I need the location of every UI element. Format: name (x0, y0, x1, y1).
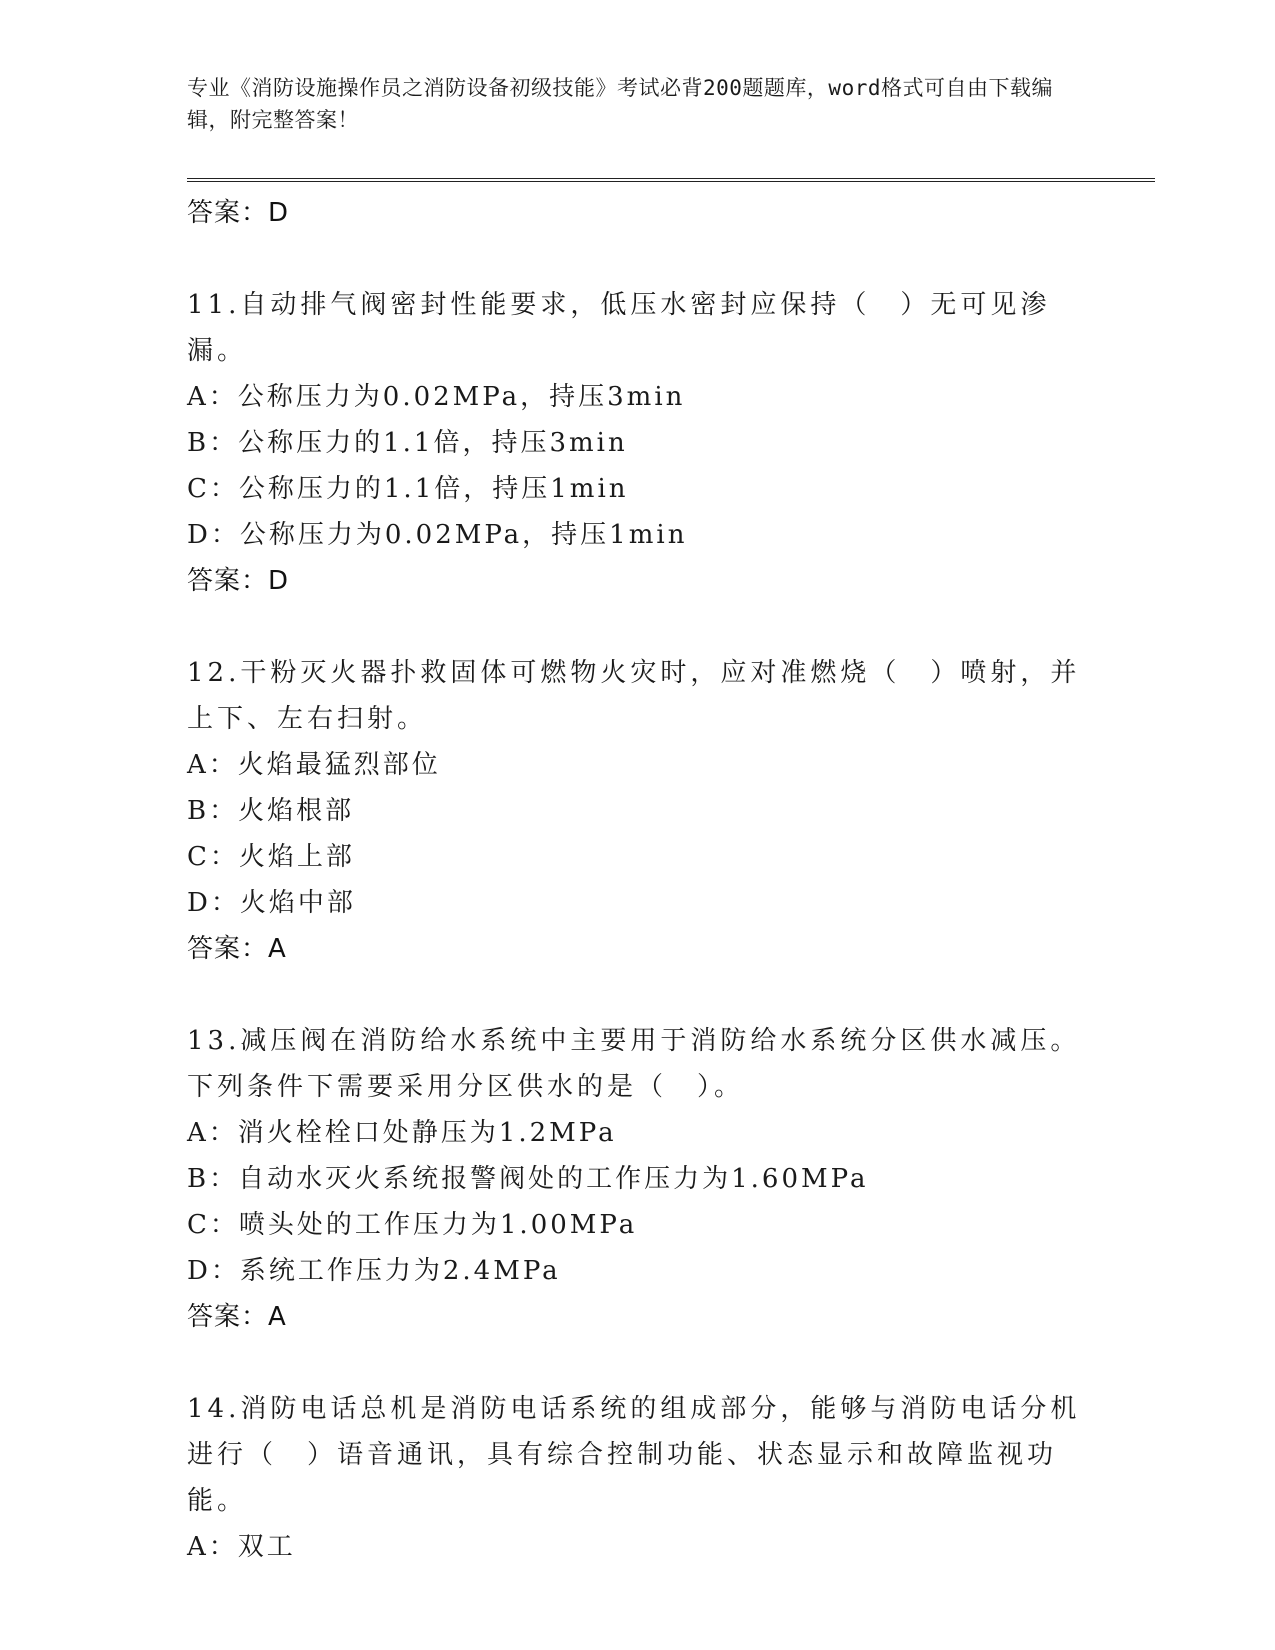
answer-line: 答案：A (187, 1302, 287, 1332)
option-a: A：火焰最猛烈部位 (187, 750, 441, 780)
spacer (187, 604, 1107, 650)
question-block-12 (187, 650, 1107, 972)
question-block-11 (187, 282, 1107, 604)
option-a: A：双工 (187, 1532, 296, 1562)
question-text: 13.减压阀在消防给水系统中主要用于消防给水系统分区供水减压。下列条件下需要采用分区供水的是（ ）。 (187, 1026, 1081, 1102)
option-b: B：火焰根部 (187, 796, 355, 826)
question-list (187, 190, 1107, 1570)
header-divider (187, 178, 1155, 182)
option-c: C：公称压力的1.1倍，持压1min (187, 474, 629, 504)
spacer (187, 1340, 1107, 1386)
answer-line: 答案：D (187, 198, 290, 228)
question-text: 14.消防电话总机是消防电话系统的组成部分，能够与消防电话分机进行（ ）语音通讯，具有综合控制功能、状态显示和故障监视功能。 (187, 1394, 1081, 1516)
option-d: D：公称压力为0.02MPa，持压1min (187, 520, 688, 550)
option-b: B：公称压力的1.1倍，持压3min (187, 428, 628, 458)
question-block-14 (187, 1386, 1107, 1570)
answer-line: 答案：D (187, 566, 290, 596)
spacer (187, 972, 1107, 1018)
option-b: B：自动水灭火系统报警阀处的工作压力为1.60MPa (187, 1164, 869, 1194)
question-text: 12.干粉灭火器扑救固体可燃物火灾时，应对准燃烧（ ）喷射，并上下、左右扫射。 (187, 658, 1081, 734)
page-header: 专业《消防设施操作员之消防设备初级技能》考试必背200题题库，word格式可自由下载编辑，附完整答案！ (187, 76, 1053, 132)
option-a: A：公称压力为0.02MPa，持压3min (187, 382, 686, 412)
option-a: A：消火栓栓口处静压为1.2MPa (187, 1118, 617, 1148)
option-d: D：系统工作压力为2.4MPa (187, 1256, 561, 1286)
option-d: D：火焰中部 (187, 888, 356, 918)
spacer (187, 236, 1107, 282)
option-c: C：喷头处的工作压力为1.00MPa (187, 1210, 638, 1240)
question-text: 11.自动排气阀密封性能要求，低压水密封应保持（ ）无可见渗漏。 (187, 290, 1051, 366)
answer-line: 答案：A (187, 934, 287, 964)
option-c: C：火焰上部 (187, 842, 355, 872)
question-block-13 (187, 1018, 1107, 1340)
